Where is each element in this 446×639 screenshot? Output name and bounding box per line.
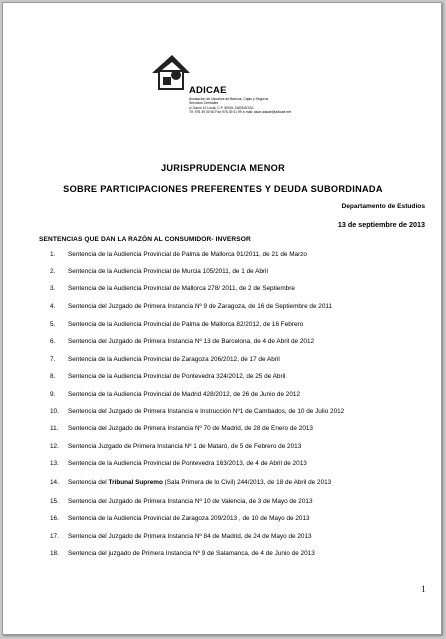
list-item bbox=[50, 268, 268, 275]
item-number: 9. bbox=[50, 391, 56, 398]
item-text: Sentencia de la Audiencia Provincial de Zaragoza 206/2012, de 17 de Abril bbox=[68, 356, 280, 363]
page-number: 1 bbox=[421, 584, 426, 594]
list-item bbox=[50, 321, 303, 328]
letterhead-line: Asociación de Usuarios de Bancos, Cajas y Seguros bbox=[189, 97, 269, 101]
department-label: Departamento de Estudios bbox=[341, 203, 425, 210]
item-number: 3. bbox=[50, 285, 56, 292]
list-item bbox=[50, 533, 312, 540]
item-number: 8. bbox=[50, 373, 56, 380]
list-item bbox=[50, 285, 295, 292]
item-text-pre: Sentencia del bbox=[68, 479, 109, 486]
list-item bbox=[50, 303, 332, 310]
letterhead-line: c/ Gavín 12 Local, C.P. 50001 ZARAGOZA bbox=[189, 105, 254, 110]
item-text: Sentencia de la Audiencia Provincial de Madrid 428/2012, de 26 de Junio de 2012 bbox=[68, 391, 301, 398]
item-text: Sentencia del Juzgado de Primera Instancia Nº 13 de Barcelona, de 4 de Abril de 2012 bbox=[68, 338, 315, 345]
list-item bbox=[50, 443, 301, 450]
item-number: 16. bbox=[50, 515, 59, 522]
item-text: Sentencia de la Audiencia Provincial de Murcia 105/2011, de 1 de Abril bbox=[68, 268, 268, 275]
document-date: 13 de septiembre de 2013 bbox=[337, 220, 425, 229]
list-item bbox=[50, 373, 285, 380]
letterhead-line: Servicios Centrales bbox=[189, 101, 219, 106]
document-subtitle: SOBRE PARTICIPACIONES PREFERENTES Y DEUDA SUBORDINADA bbox=[63, 184, 383, 194]
adicae-logo-icon bbox=[150, 53, 192, 93]
item-text: Sentencia del Juzgado de Primera Instancia e Instrucción Nº1 de Cambados, de 10 de Julio 2012 bbox=[68, 408, 345, 415]
item-number: 13. bbox=[50, 460, 59, 467]
item-text: Sentencia del Juzgado de Primera Instancia Nº 70 de Madrid, de 28 de Enero de 2013 bbox=[68, 425, 313, 432]
list-item bbox=[50, 479, 331, 486]
item-text: Sentencia de la Audiencia Provincial de Palma de Mallorca 91/2011, de 21 de Marzo bbox=[68, 251, 307, 258]
item-number: 1. bbox=[50, 251, 56, 258]
item-text: Sentencia del Juzgado de Primera Instancia Nº 9 de Zaragoza, de 16 de Septiembre de 2011 bbox=[68, 303, 333, 310]
item-text: Sentencia de la Audiencia Provincial de Zaragoza 209/2013 , de 10 de Mayo de 2013 bbox=[68, 515, 310, 522]
item-text: Sentencia de la Audiencia Provincial de Mallorca 278/ 2011, de 2 de Septiembre bbox=[68, 285, 295, 292]
item-text: Sentencia Juzgado de Primera Instancia Nº 1 de Mataró, de 5 de Febrero de 2013 bbox=[68, 443, 302, 450]
item-number: 2. bbox=[50, 268, 56, 275]
item-text: Sentencia del Juzgado de Primera Instancia Nº 84 de Madrid, de 24 de Mayo de 2013 bbox=[68, 533, 312, 540]
item-number: 18. bbox=[50, 550, 59, 557]
list-item bbox=[50, 391, 300, 398]
item-text: Sentencia de la Audiencia Provincial de Pontevedra 163/2013, de 4 de Abril de 2013 bbox=[68, 460, 307, 467]
item-number: 7. bbox=[50, 356, 56, 363]
item-text: Sentencia del juzgado de Primera Instancia Nº 9 de Salamanca, de 4 de Junio de 2013 bbox=[68, 550, 315, 557]
list-item bbox=[50, 550, 315, 557]
item-number: 15. bbox=[50, 498, 59, 505]
brand-name: ADICAE bbox=[189, 85, 227, 96]
item-text: Sentencia de la Audiencia Provincial de Pontevedra 324/2012, de 25 de Abril bbox=[68, 373, 286, 380]
letterhead-address bbox=[189, 97, 349, 114]
item-number: 4. bbox=[50, 303, 56, 310]
item-text: Sentencia de la Audiencia Provincial de Palma de Mallorca 82/2012, de 16 Febrero bbox=[68, 321, 304, 328]
letterhead-line: Tlf. 976 39 00 60 Fax 976 39 01 99 e-mail: aicar.adicae@adicae.net bbox=[189, 109, 292, 114]
item-number: 10. bbox=[50, 408, 59, 415]
list-item bbox=[50, 408, 344, 415]
item-number: 12. bbox=[50, 443, 59, 450]
item-text: Sentencia del Juzgado de Primera Instancia Nº 10 de Valencia, de 3 de Mayo de 2013 bbox=[68, 498, 313, 505]
item-number: 14. bbox=[50, 479, 59, 486]
item-text-bold: Tribunal Supremo bbox=[108, 479, 163, 486]
section-heading: SENTENCIAS QUE DAN LA RAZÓN AL CONSUMIDOR- INVERSOR bbox=[39, 236, 251, 243]
list-item bbox=[50, 356, 280, 363]
item-number: 11. bbox=[50, 425, 59, 432]
list-item bbox=[50, 425, 313, 432]
item-number: 6. bbox=[50, 338, 56, 345]
item-number: 5. bbox=[50, 321, 56, 328]
list-item bbox=[50, 460, 307, 467]
list-item bbox=[50, 251, 307, 258]
item-number: 17. bbox=[50, 533, 59, 540]
document-title: JURISPRUDENCIA MENOR bbox=[160, 163, 286, 173]
document-page bbox=[2, 2, 442, 635]
item-text-post: (Sala Primera de lo Civil) 244/2013, de 18 de Abril de 2013 bbox=[162, 479, 332, 486]
list-item bbox=[50, 338, 314, 345]
list-item bbox=[50, 498, 313, 505]
list-item bbox=[50, 515, 310, 522]
